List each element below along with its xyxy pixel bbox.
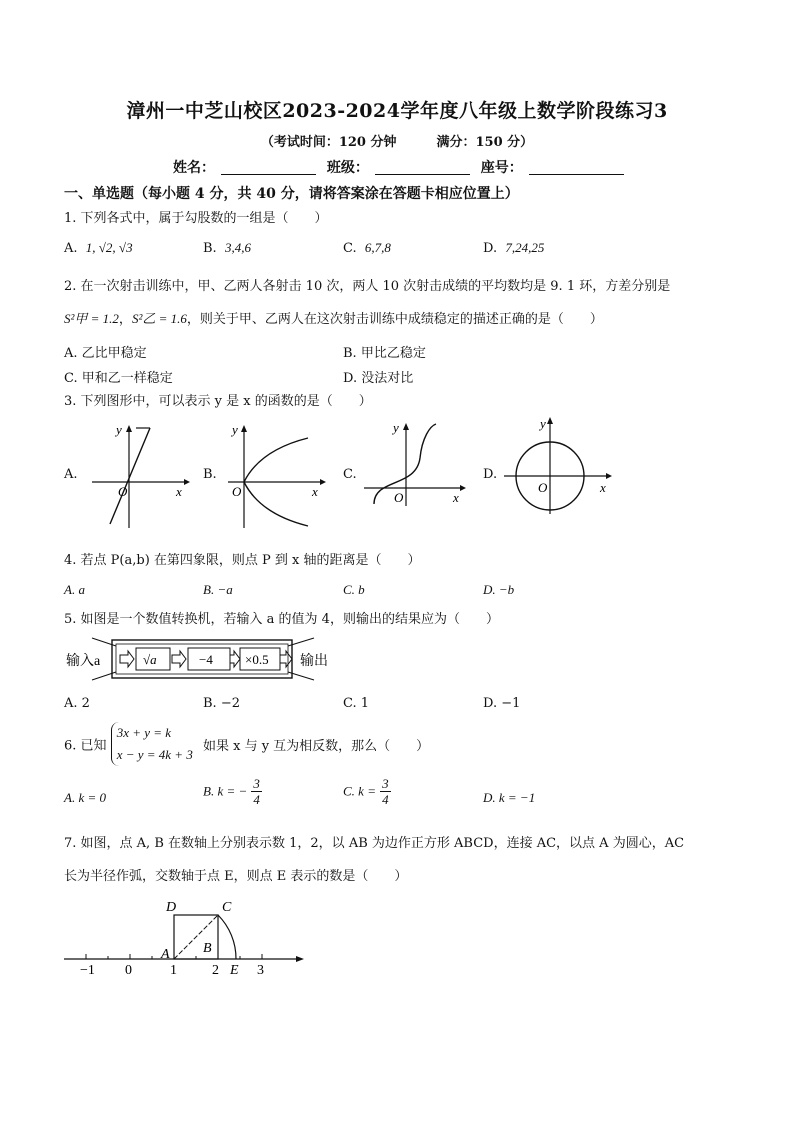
name-field[interactable] — [221, 160, 316, 175]
question-5-option-d[interactable]: D. −1 — [483, 696, 521, 711]
variance-a: S²甲 = 1.2 — [64, 311, 119, 326]
svg-text:x: x — [453, 490, 459, 505]
question-3-option-a[interactable]: A. — [64, 467, 78, 482]
point-d-label: D — [166, 900, 177, 915]
question-7-stem-line2: 长为半径作弧，交数轴于点 E，则点 E 表示的数是（ ） — [64, 869, 408, 884]
question-7-stem-line1: 7. 如图，点 A, B 在数轴上分别表示数 1，2，以 AB 为边作正方形 ABCD，连接 AC，以点 A 为圆心，AC — [64, 836, 685, 851]
point-e-label: E — [230, 963, 239, 978]
exam-meta — [0, 131, 794, 150]
conversion-machine-diagram — [64, 636, 344, 684]
svg-text:y: y — [393, 420, 399, 435]
machine-step-sqrt: √a — [143, 652, 157, 667]
class-field[interactable] — [375, 160, 470, 175]
exam-score: 满分：150 分） — [436, 135, 534, 150]
question-2-stem-line2: S²甲 = 1.2，S²乙 = 1.6，则关于甲、乙两人在这次射击训练中成绩稳定的描述正确的是（ ） — [64, 311, 603, 327]
graph-d — [500, 416, 615, 516]
question-3-option-c[interactable]: C. — [343, 467, 357, 482]
origin-label: O — [118, 484, 128, 499]
question-6-option-b[interactable]: B. k = − $\frac{3}{4}$ — [203, 776, 260, 807]
question-5-stem: 5. 如图是一个数值转换机，若输入 a 的值为 4，则输出的结果应为（ ） — [64, 612, 499, 627]
machine-output-label: 输出 — [300, 654, 328, 669]
svg-text:y: y — [540, 416, 546, 431]
svg-text:y: y — [232, 422, 238, 437]
question-6-option-c[interactable]: C. k = $\frac{3}{4}$ — [343, 776, 389, 807]
question-2-option-b[interactable]: B. 甲比乙稳定 — [343, 346, 426, 361]
point-c-label: C — [222, 900, 232, 915]
question-1-stem: 1. 下列各式中，属于勾股数的一组是（ ） — [64, 211, 328, 226]
question-4-option-d[interactable]: D. −b — [483, 582, 515, 597]
class-label: 班级： — [326, 160, 369, 176]
graph-c — [360, 418, 470, 508]
question-4-option-b[interactable]: B. −a — [203, 582, 233, 597]
svg-text:O: O — [538, 480, 548, 495]
question-2-stem-line1: 2. 在一次射击训练中，甲、乙两人各射击 10 次，两人 10 次射击成绩的平均数均是 9. 1 环，方差分别是 — [64, 279, 671, 294]
point-b-label: B — [203, 941, 212, 956]
svg-text:x: x — [312, 484, 318, 499]
tick-label-neg1: −1 — [80, 963, 95, 978]
seat-label: 座号： — [480, 160, 523, 176]
question-2-option-a[interactable]: A. 乙比甲稳定 — [64, 346, 147, 361]
page-title: 漳州一中芝山校区2023-2024学年度八年级上数学阶段练习3 — [126, 100, 668, 122]
question-5-option-c[interactable]: C. 1 — [343, 696, 370, 711]
question-3-option-b[interactable]: B. — [203, 467, 217, 482]
tick-label-0: 0 — [125, 963, 132, 978]
question-5-option-b[interactable]: B. −2 — [203, 696, 240, 711]
student-info-line — [173, 157, 630, 177]
svg-text:O: O — [394, 490, 404, 505]
exam-time: （考试时间：120 分钟 — [260, 135, 397, 150]
variance-b: S²乙 = 1.6 — [131, 311, 187, 326]
graph-a — [84, 420, 194, 530]
question-1-option-a[interactable]: A. 1, √2, √3 — [64, 240, 133, 256]
equation-system: 3x + y = k x − y = 4k + 3 — [111, 722, 193, 766]
number-line-diagram — [60, 892, 310, 982]
question-2-option-c[interactable]: C. 甲和乙一样稳定 — [64, 371, 173, 386]
question-6-stem: 6. 已知 3x + y = k x − y = 4k + 3 如果 x 与 y 互为相反数，那么（ ） — [64, 722, 429, 766]
y-axis-label: y — [116, 422, 122, 437]
question-1-option-c[interactable]: C. 6,7,8 — [343, 240, 391, 256]
tick-label-3: 3 — [257, 963, 264, 978]
svg-text:x: x — [600, 480, 606, 495]
section-heading: 一、单选题（每小题 4 分，共 40 分，请将答案涂在答题卡相应位置上） — [64, 186, 519, 202]
question-3-option-d[interactable]: D. — [483, 467, 498, 482]
point-a-label: A — [161, 947, 170, 962]
question-4-option-a[interactable]: A. a — [64, 582, 85, 597]
tick-label-2: 2 — [212, 963, 219, 978]
question-4-option-c[interactable]: C. b — [343, 582, 365, 597]
tick-label-1: 1 — [170, 963, 177, 978]
svg-text:O: O — [232, 484, 242, 499]
name-label: 姓名： — [173, 160, 215, 176]
seat-field[interactable] — [529, 160, 624, 175]
question-4-stem: 4. 若点 P(a,b) 在第四象限，则点 P 到 x 轴的距离是（ ） — [64, 553, 421, 568]
question-5-option-a[interactable]: A. 2 — [64, 696, 90, 711]
machine-step-minus4: −4 — [199, 652, 213, 667]
question-3-stem: 3. 下列图形中，可以表示 y 是 x 的函数的是（ ） — [64, 394, 372, 409]
machine-step-times: ×0.5 — [245, 652, 269, 667]
x-axis-label: x — [176, 484, 182, 499]
question-6-option-a[interactable]: A. k = 0 — [64, 790, 106, 805]
machine-input-label: 输入a — [66, 654, 101, 669]
question-1-option-b[interactable]: B. 3,4,6 — [203, 240, 251, 256]
question-2-option-d[interactable]: D. 没法对比 — [343, 371, 414, 386]
question-6-option-d[interactable]: D. k = −1 — [483, 790, 536, 805]
graph-b — [220, 420, 330, 530]
question-1-option-d[interactable]: D. 7,24,25 — [483, 240, 545, 256]
